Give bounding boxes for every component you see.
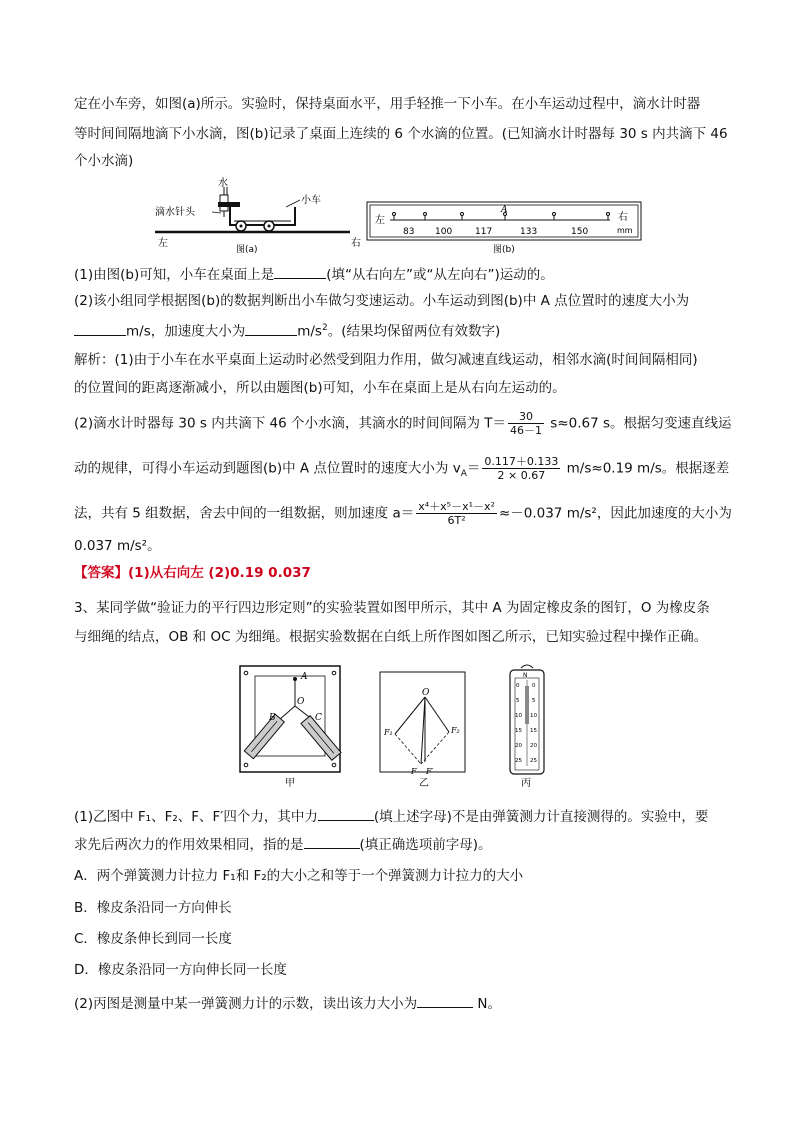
label-c: C [315,713,322,723]
right-label-a: 右 [351,238,361,249]
label-o-yi: O [422,688,430,698]
solution-line-4: 动的规律，可得小车运动到题图(b)中 A 点位置时的速度大小为 $v_A=$ $\frac{0.117+0.133}{2 \times 0.67}$ m/s≈0.19 m/s。根据逐差 [74,455,730,482]
solution-line-3: (2)滴水计时器每 30 s 内共滴下 46 个小水滴，其滴水的时间间隔为 T＝ $\frac{30}{46-1}$ s≈0.67 s。根据匀变速直线运 [74,410,732,437]
intro-line-2: 等时间间隔地滴下小水滴，图(b)记录了桌面上连续的 6 个水滴的位置。(已知滴水计时器每 30 s 内共滴下 46 [74,126,728,142]
option-c: C．橡皮条伸长到同一长度 [74,931,232,947]
scale-tick: 15 [530,728,537,734]
left-label-b: 左 [375,215,385,226]
solution-line-1: 解析：(1)由于小车在水平桌面上运动时必然受到阻力作用，做匀减速直线运动，相邻水滴(时间间隔相同) [74,352,698,368]
question-1: (1)由图(b)可知，小车在桌面上是 (填“从右向左”或“从左向右”)运动的。 [74,264,554,285]
q3-sub1-line-2: 求先后两次力的作用效果相同，指的是 (填正确选项前字母)。 [74,834,492,855]
question-2-line-2: m/s，加速度大小为 $m/s^2$。(结果均保留两位有效数字) [74,318,500,342]
caption-bing: 丙 [521,778,531,789]
solution-line-6: 0.037 m/s²。 [74,538,161,554]
fraction: $\frac{\text{x⁴＋x⁵－x¹－x²}}{\text{6T²}}$ [418,500,495,527]
figure-b [365,200,645,255]
distance-label: 117 [475,227,493,237]
answer-blank[interactable] [74,321,126,336]
label-f-prime: F′ [426,767,434,776]
scale-tick: 5 [516,698,520,704]
needle-label: 滴水针头 [155,207,195,218]
answer-tag: 【答案】 [74,565,128,581]
left-label-a: 左 [158,238,168,249]
scale-tick: 5 [532,698,536,704]
scale-tick: 20 [530,743,537,749]
label-f: F [411,767,417,776]
label-b: B [269,713,276,723]
answer-blank[interactable] [417,993,473,1008]
option-d: D．橡皮条沿同一方向伸长同一长度 [74,962,287,978]
scale-tick: 10 [515,713,522,719]
point-a-label: A [501,205,508,215]
fraction: $\frac{0.117+0.133}{2 \times 0.67}$ [484,455,559,482]
distance-label: 100 [435,227,453,237]
distance-label: 133 [520,227,538,237]
caption-yi: 乙 [419,778,429,789]
solution-line-2: 的位置间的距离逐渐减小，所以由题图(b)可知，小车在桌面上是从右向左运动的。 [74,380,566,396]
q3-sub1-line-1: (1)乙图中 F₁、F₂、F、F′四个力，其中力 (填上述字母)不是由弹簧测力计直接测得的。实验中，要 [74,806,708,827]
water-label: 水 [218,178,228,189]
scale-tick: 0 [516,683,520,689]
answer-blank[interactable] [245,321,297,336]
q3-sub2: (2)丙图是测量中某一弹簧测力计的示数，读出该力大小为 N。 [74,993,501,1014]
caption-a: 图(a) [236,245,258,255]
answer-blank[interactable] [274,264,326,279]
scale-tick: 15 [515,728,522,734]
q3-line-1: 3、某同学做“验证力的平行四边形定则”的实验装置如图甲所示，其中 A 为固定橡皮条的图钉，O 为橡皮条 [74,600,710,616]
scale-tick: 25 [530,758,537,764]
figure-3 [235,662,565,792]
caption-b: 图(b) [493,245,515,255]
option-a: A．两个弹簧测力计拉力 F₁和 F₂的大小之和等于一个弹簧测力计拉力的大小 [74,868,524,884]
scale-tick: 20 [515,743,522,749]
solution-line-5: 法，共有 5 组数据，舍去中间的一组数据，则加速度 a＝ $\frac{\text{x⁴＋x⁵－x¹－x²}}{\text{6T²}}$ ≈－0.037 m/s²，因此加速度的大小为 [74,500,732,527]
answer-blank[interactable] [304,834,360,849]
scale-tick: 10 [530,713,537,719]
option-b: B．橡皮条沿同一方向伸长 [74,900,232,916]
distance-label: 83 [403,227,415,237]
answer-line [74,563,311,583]
right-label-b: 右 [618,212,628,223]
intro-line-3: 个小水滴) [74,153,134,169]
scale-tick: 0 [532,683,536,689]
q3-line-2: 与细绳的结点，OB 和 OC 为细绳。根据实验数据在白纸上所作图如图乙所示，已知实验过程中操作正确。 [74,629,708,645]
intro-line-1: 定在小车旁，如图(a)所示。实验时，保持桌面水平，用手轻推一下小车。在小车运动过程中，滴水计时器 [74,96,701,112]
label-o: O [297,697,305,707]
distance-label: 150 [571,227,589,237]
unit-label: mm [617,226,633,235]
question-2-line-1: (2)该小组同学根据图(b)的数据判断出小车做匀变速运动。小车运动到图(b)中 A 点位置时的速度大小为 [74,293,690,309]
answer-text: (1)从右向左 (2)0.19 0.037 [128,565,311,581]
label-f2: F₂ [451,726,460,735]
caption-jia: 甲 [285,778,295,789]
label-a: A [301,672,308,682]
answer-blank[interactable] [318,806,374,821]
scale-tick: 25 [515,758,522,764]
car-label: 小车 [301,195,321,206]
unit-n: N [523,672,528,679]
fraction: $\frac{30}{46-1}$ [510,410,543,437]
label-f1: F₁ [384,728,393,737]
figure-a [150,175,365,255]
